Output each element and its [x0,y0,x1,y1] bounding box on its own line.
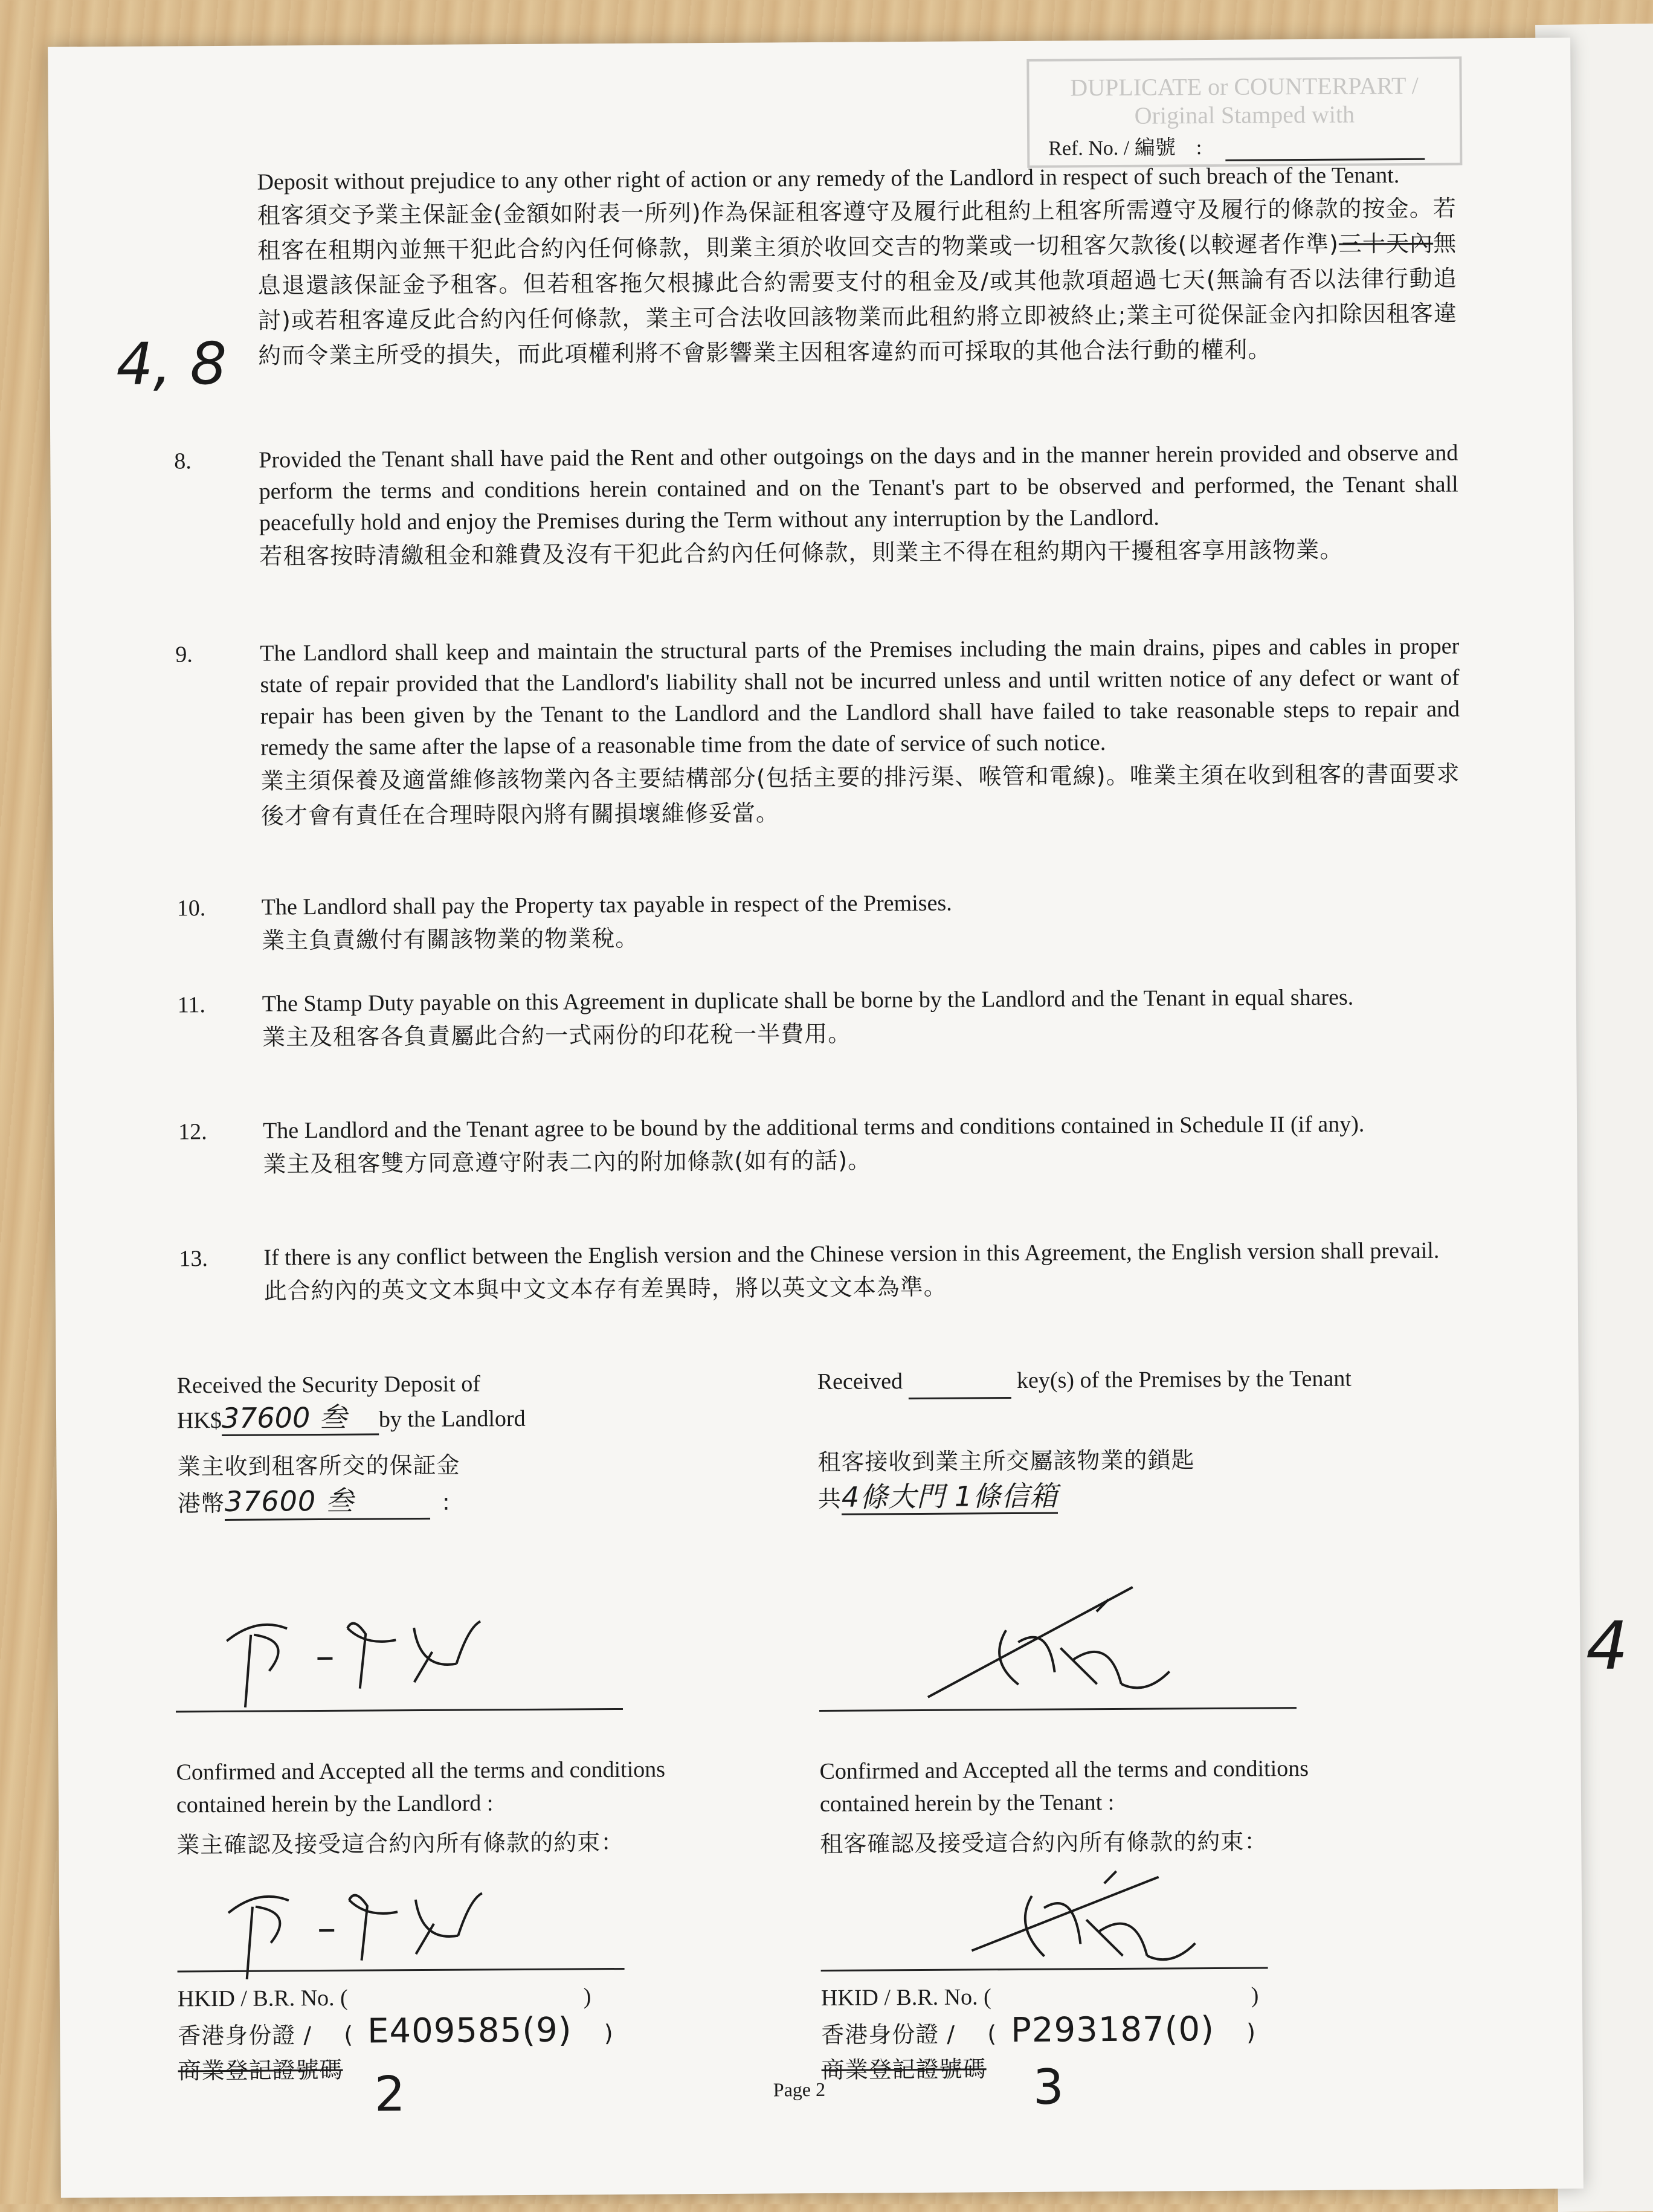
landlord-confirm-en-1: Confirmed and Accepted all the terms and conditions [176,1756,666,1785]
right-margin-note: 4 [1586,1607,1628,1685]
keys-en-prefix: Received [817,1369,903,1395]
clause-8-number: 8. [174,448,192,474]
tenant-confirm-en-1: Confirmed and Accepted all the terms and conditions [819,1756,1309,1784]
tenant-keys-receipt [817,1361,1483,1517]
deposit-en-line1: Received the Security Deposit of [176,1371,481,1399]
clause-13-number: 13. [179,1246,208,1272]
keys-count-field[interactable] [908,1364,1011,1399]
clause-7-zh [257,190,1458,373]
deposit-zh-prefix: 港幣 [177,1489,225,1517]
landlord-handwritten-mark: 2 [374,2066,406,2123]
landlord-hkid-label: HKID / B.R. No. ( [177,1985,348,2012]
landlord-br-struck: 商業登記證號碼 [178,2056,343,2085]
tenant-hkid-zh: 香港身份證 / [821,2020,956,2048]
clause-10-number: 10. [176,895,206,921]
landlord-signature-2 [204,1863,567,1986]
clause-7-zh-struck: 三十天內 [1338,230,1434,257]
clause-12 [263,1108,1463,1181]
tenant-confirmation [819,1751,1484,1862]
tenant-confirm-zh: 租客確認及接受這合約內所有條款的約束： [820,1828,1268,1857]
tenant-hkid-label: HKID / B.R. No. ( [820,1984,991,2011]
landlord-hkid-zh-row: 香港身份證 / ( E409585(9) ) [178,2010,614,2051]
keys-handwritten[interactable]: 4條大門 1條信箱 [842,1480,1058,1515]
landlord-deposit-receipt [177,1366,722,1521]
keys-en-suffix: key(s) of the Premises by the Tenant [1016,1366,1352,1393]
clause-13-en: If there is any conflict between the English version and the Chinese version in this Agreement, the English version shall prevail. [263,1237,1440,1271]
landlord-hkid-close: ) [583,1984,591,2010]
clause-9-number: 9. [175,642,193,668]
keys-zh-prefix: 共 [817,1485,842,1512]
clause-8-en: Provided the Tenant shall have paid the Rent and other outgoings on the days and in the manner herein provided and observe and perform the terms and conditions herein contained and on the Tenant's part to be observed and performed, the Tenant shall peacefully hold and enjoy the Premises during the Term without any interruption by the Landlord. [259,440,1458,536]
landlord-hkid-value[interactable]: E409585(9) [367,2010,572,2051]
tenant-signature-2 [953,1852,1231,1975]
clause-11-zh: 業主及租客各負責屬此合約一式兩份的印花稅一半費用。 [262,1020,852,1051]
clause-13-zh: 此合約內的英文文本與中文文本存有差異時，將以英文文本為準。 [263,1273,947,1304]
clause-9-en: The Landlord shall keep and maintain the structural parts of the Premises including the main drains, pipes and cables in proper state of repair provided that the Landlord's liability shall not be incurred unless and until written notice of any defect or want of repair has been given by the Tenant to the Landlord and the Landlord shall have failed to take reasonable steps to repair and remedy the same after the lapse of a reasonable time from the date of service of such notice. [260,633,1460,761]
landlord-confirm-zh: 業主確認及接受這合約內所有條款的約束： [176,1828,625,1859]
landlord-signature-1 [202,1591,566,1714]
tenant-br-struck: 商業登記證號碼 [821,2056,987,2083]
clause-8 [259,437,1458,573]
clause-7-continuation [257,159,1457,373]
keys-zh-line2 [818,1475,1483,1517]
ref-label: Ref. No. / 編號 : [1048,137,1202,160]
deposit-hk-prefix: HK$ [176,1408,222,1434]
page-number: Page 2 [773,2078,826,2101]
clause-7-zh-part2: 無息退還該保証金予租客。但若租客拖欠根據此合約需要支付的租金及/或其他款項超過七天(無論有否以法律行動追討)或若租客違反此合約內任何條款，業主可合法收回該物業而此租約將立即被終止;業主可從保証金內扣除因租客違約而令業主所受的損失，而此項權利將不會影響業主因租客違約而可採取的其他合法行動的權利。 [257,230,1458,369]
ref-number [1048,129,1425,163]
keys-zh-line1: 租客接收到業主所交屬該物業的鎖匙 [817,1446,1195,1475]
clause-10-zh: 業主負責繳付有關該物業的物業稅。 [262,924,639,954]
deposit-zh-suffix: : [442,1488,451,1515]
landlord-confirmation [176,1752,781,1862]
clause-12-number: 12. [178,1119,207,1145]
tenant-signature-1 [915,1562,1230,1709]
clause-12-zh: 業主及租客雙方同意遵守附表二內的附加條款(如有的話)。 [263,1147,872,1178]
clause-11-en: The Stamp Duty payable on this Agreement in duplicate shall be borne by the Landlord and the Tenant in equal shares. [262,984,1354,1017]
tenant-hkid [821,1978,1486,2088]
deposit-amount-field[interactable]: 37600 叁 [222,1401,379,1436]
margin-handwritten-note: 4, 8 [116,329,227,399]
clause-8-zh: 若租客按時清繳租金和雜費及沒有干犯此合約內任何條款，則業主不得在租約期內干擾租客享用該物業。 [259,536,1344,570]
deposit-en-suffix: by the Landlord [378,1405,526,1433]
clause-10 [262,884,1461,958]
landlord-hkid-label-row [178,1979,782,2015]
tenant-hkid-label-row [821,1978,1486,2014]
clause-7-zh-part1: 租客須交予業主保証金(金額如附表一所列)作為保証租客遵守及履行此租約上租客所需遵守及履行的條款的按金。若租客在租期內並無干犯此合約內任何條款，則業主須於收回交吉的物業或一切租客欠款後(以較遲者作準) [257,195,1457,264]
clause-10-en: The Landlord shall pay the Property tax payable in respect of the Premises. [261,890,952,920]
ref-number-field[interactable] [1225,135,1425,161]
deposit-zh-line1: 業主收到租客所交的保証金 [177,1451,460,1480]
clause-11-number: 11. [177,992,206,1018]
clause-12-en: The Landlord and the Tenant agree to be bound by the additional terms and conditions contained in Schedule II (if any). [262,1111,1365,1144]
tenant-hkid-zh-row: 香港身份證 / ( P293187(0) ) [821,2009,1257,2051]
stamp-duty-stamp: DUPLICATE or COUNTERPART / Original Stamped with [1026,56,1462,167]
deposit-en-line2 [177,1399,721,1437]
clause-9-zh: 業主須保養及適當維修該物業內各主要結構部分(包括主要的排污渠、喉管和電線)。唯業主須在收到租客的書面要求後才會有責任在合理時限內將有關損壞維修妥當。 [260,760,1460,830]
clause-11 [262,981,1462,1054]
keys-en-line [817,1361,1482,1400]
tenant-handwritten-mark: 3 [1033,2059,1064,2115]
clause-9 [260,630,1460,833]
tenant-confirm-en-2: contained herein by the Tenant : [819,1790,1115,1817]
deposit-amount-zh-field[interactable]: 37600 叁 [225,1483,430,1521]
clause-7-en: Deposit without prejudice to any other right of action or any remedy of the Landlord in respect of such breach of the Tenant. [257,163,1400,195]
landlord-confirm-en-2: contained herein by the Landlord : [176,1790,494,1818]
tenant-hkid-close: ) [1251,1982,1259,2008]
landlord-hkid [178,1979,782,2088]
clause-13 [263,1234,1463,1308]
tenant-hkid-value[interactable]: P293187(0) [1010,2009,1215,2051]
document-page [48,37,1584,2197]
landlord-hkid-zh: 香港身份證 / [178,2022,312,2049]
deposit-zh-line2 [178,1481,721,1521]
